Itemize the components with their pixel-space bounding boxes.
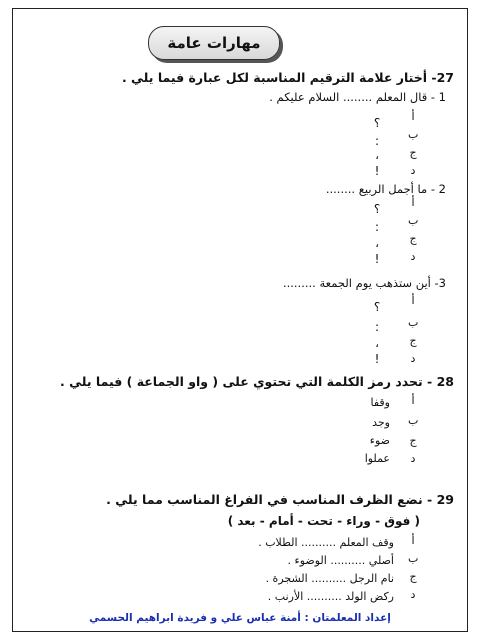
- q29-letter-b: ب: [408, 552, 419, 565]
- q27-3-mark-c[interactable]: ،: [375, 336, 379, 350]
- q27-3-letter-b: ب: [408, 316, 419, 329]
- q29-sentence-d[interactable]: ركض الولد .......... الأرنب .: [267, 590, 394, 603]
- q27-2-letter-a: أ: [411, 196, 415, 209]
- q29-sentence-c[interactable]: نام الرجل .......... الشجرة .: [265, 572, 394, 585]
- q29-sentence-a[interactable]: وقف المعلم .......... الطلاب .: [258, 536, 394, 549]
- q27-1-mark-d[interactable]: !: [374, 164, 380, 178]
- q27-item-2-prompt: 2 - ما أجمل الربيع ........: [325, 182, 446, 196]
- q27-1-letter-d: د: [410, 164, 416, 177]
- q27-2-letter-d: د: [410, 250, 416, 263]
- q27-2-mark-d[interactable]: !: [374, 252, 380, 266]
- q28-option-b[interactable]: وجد: [372, 416, 390, 429]
- q27-3-letter-a: أ: [411, 294, 415, 307]
- page-title: مهارات عامة: [148, 26, 280, 60]
- q29-choice-list: ( فوق - وراء - تحت - أمام - بعد ): [227, 514, 420, 528]
- q27-3-mark-d[interactable]: !: [374, 352, 380, 366]
- q27-1-letter-a: أ: [411, 110, 415, 123]
- q28-letter-c: ج: [409, 434, 417, 447]
- q28-option-d[interactable]: عملوا: [364, 452, 390, 465]
- q27-2-letter-c: ج: [409, 232, 417, 245]
- q27-3-letter-d: د: [410, 352, 416, 365]
- q27-2-mark-c[interactable]: ،: [375, 236, 379, 250]
- q27-3-mark-a[interactable]: ؟: [373, 300, 381, 314]
- author-credit: إعداد المعلمتان : أمنة عباس علي و فريدة ابراهيم الحسمي: [89, 612, 391, 624]
- q27-item-1-prompt: 1 - قال المعلم ........ السلام عليكم .: [269, 90, 446, 104]
- question-27-heading: 27- أختار علامة الترقيم المناسبة لكل عبارة فيما يلي .: [121, 70, 454, 85]
- q27-1-mark-a[interactable]: ؟: [373, 116, 381, 130]
- q27-1-mark-c[interactable]: ،: [375, 148, 379, 162]
- q29-sentence-b[interactable]: أصلي .......... الوضوء .: [287, 554, 394, 567]
- q28-option-a[interactable]: وقفا: [370, 396, 390, 409]
- q29-letter-c: ج: [409, 570, 417, 583]
- q28-letter-b: ب: [408, 414, 419, 427]
- question-28-heading: 28 - تحدد رمز الكلمة التي تحتوي على ( واو الجماعة ) فيما يلي .: [60, 374, 454, 389]
- q29-letter-d: د: [410, 588, 416, 601]
- q27-2-mark-a[interactable]: ؟: [373, 202, 381, 216]
- q27-1-letter-b: ب: [408, 128, 419, 141]
- q27-1-letter-c: ج: [409, 146, 417, 159]
- q27-1-mark-b[interactable]: :: [374, 134, 380, 148]
- q27-item-3-prompt: 3- أين ستذهب يوم الجمعة .........: [282, 276, 446, 290]
- q28-letter-d: د: [410, 452, 416, 465]
- question-29-heading: 29 - نضع الظرف المناسب في الفراغ المناسب مما يلي .: [106, 492, 454, 507]
- q29-letter-a: أ: [411, 534, 415, 547]
- q28-letter-a: أ: [411, 394, 415, 407]
- q27-2-letter-b: ب: [408, 214, 419, 227]
- q27-3-mark-b[interactable]: :: [374, 320, 380, 334]
- q27-3-letter-c: ج: [409, 334, 417, 347]
- q27-2-mark-b[interactable]: :: [374, 220, 380, 234]
- q28-option-c[interactable]: ضوء: [369, 434, 390, 447]
